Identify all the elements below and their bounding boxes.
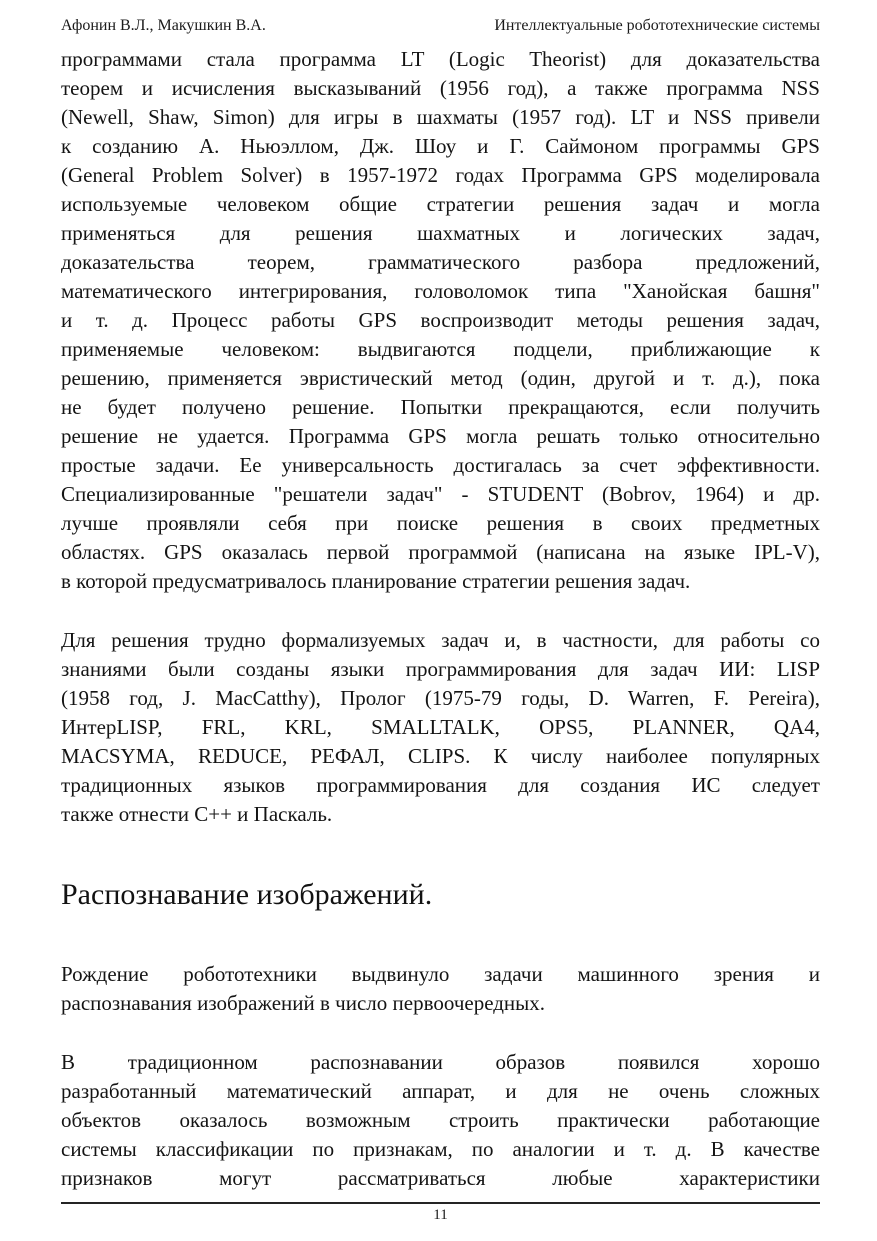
text-line: разработанный математический аппарат, и для не очень сложных: [61, 1079, 820, 1103]
section-heading: Распознавание изображений.: [61, 878, 433, 911]
text-line: Для решения трудно формализуемых задач и, в частности, для работы со: [61, 628, 820, 652]
page-number: 11: [433, 1207, 448, 1223]
text-line: (1958 год, J. MacCatthy), Пролог (1975-79 годы, D. Warren, F. Pereira),: [61, 686, 820, 710]
paragraph: [61, 45, 820, 596]
text-line: простые задачи. Ее универсальность достигалась за счет эффективности.: [61, 453, 820, 477]
text-line: программами стала программа LT (Logic Theorist) для доказательства: [61, 47, 820, 71]
text-line: используемые человеком общие стратегии решения задач и могла: [61, 192, 820, 216]
text-line: доказательства теорем, грамматического разбора предложений,: [61, 250, 820, 274]
text-line: в которой предусматривалось планирование стратегии решения задач.: [61, 569, 691, 593]
text-line: объектов оказалось возможным строить практически работающие: [61, 1108, 820, 1132]
content-blocks: [61, 45, 820, 1193]
text-line: математического интегрирования, головоломок типа "Ханойская башня": [61, 279, 820, 303]
text-line: MACSYMA, REDUCE, РЕФАЛ, CLIPS. К числу наиболее популярных: [61, 744, 820, 768]
page-footer: [61, 1202, 820, 1224]
text-line: не будет получено решение. Попытки прекращаются, если получить: [61, 395, 820, 419]
page-header: [61, 17, 820, 35]
text-line: системы классификации по признакам, по аналогии и т. д. В качестве: [61, 1137, 820, 1161]
header-authors: Афонин В.Л., Макушкин В.А.: [61, 17, 266, 34]
text-line: и т. д. Процесс работы GPS воспроизводит методы решения задач,: [61, 308, 820, 332]
text-line: Рождение робототехники выдвинуло задачи машинного зрения и: [61, 962, 820, 986]
paragraph: [61, 960, 820, 1018]
text-line: В традиционном распознавании образов появился хорошо: [61, 1050, 820, 1074]
text-line: применяться для решения шахматных и логических задач,: [61, 221, 820, 245]
text-line: решению, применяется эвристический метод (один, другой и т. д.), пока: [61, 366, 820, 390]
text-line: (Newell, Shaw, Simon) для игры в шахматы (1957 год). LT и NSS привели: [61, 105, 820, 129]
text-line: областях. GPS оказалась первой программой (написана на языке IPL-V),: [61, 540, 820, 564]
text-line: распознавания изображений в число первоочередных.: [61, 991, 546, 1015]
text-line: также отнести С++ и Паскаль.: [61, 802, 333, 826]
paragraph: [61, 1048, 820, 1193]
paragraph: [61, 626, 820, 829]
text-line: признаков могут рассматриваться любые характеристики: [61, 1166, 820, 1190]
text-line: к созданию А. Ньюэллом, Дж. Шоу и Г. Саймоном программы GPS: [61, 134, 820, 158]
text-line: традиционных языков программирования для создания ИС следует: [61, 773, 820, 797]
text-line: (General Problem Solver) в 1957-1972 годах Программа GPS моделировала: [61, 163, 820, 187]
text-line: применяемые человеком: выдвигаются подцели, приближающие к: [61, 337, 820, 361]
text-line: лучше проявляли себя при поиске решения в своих предметных: [61, 511, 820, 535]
text-line: решение не удается. Программа GPS могла решать только относительно: [61, 424, 820, 448]
text-line: теорем и исчисления высказываний (1956 год), а также программа NSS: [61, 76, 820, 100]
text-line: ИнтерLISP, FRL, KRL, SMALLTALK, OPS5, PLANNER, QA4,: [61, 715, 820, 739]
header-book-title: Интеллектуальные робототехнические системы: [494, 17, 820, 34]
text-line: Специализированные "решатели задач" - STUDENT (Bobrov, 1964) и др.: [61, 482, 820, 506]
text-line: знаниями были созданы языки программирования для задач ИИ: LISP: [61, 657, 820, 681]
